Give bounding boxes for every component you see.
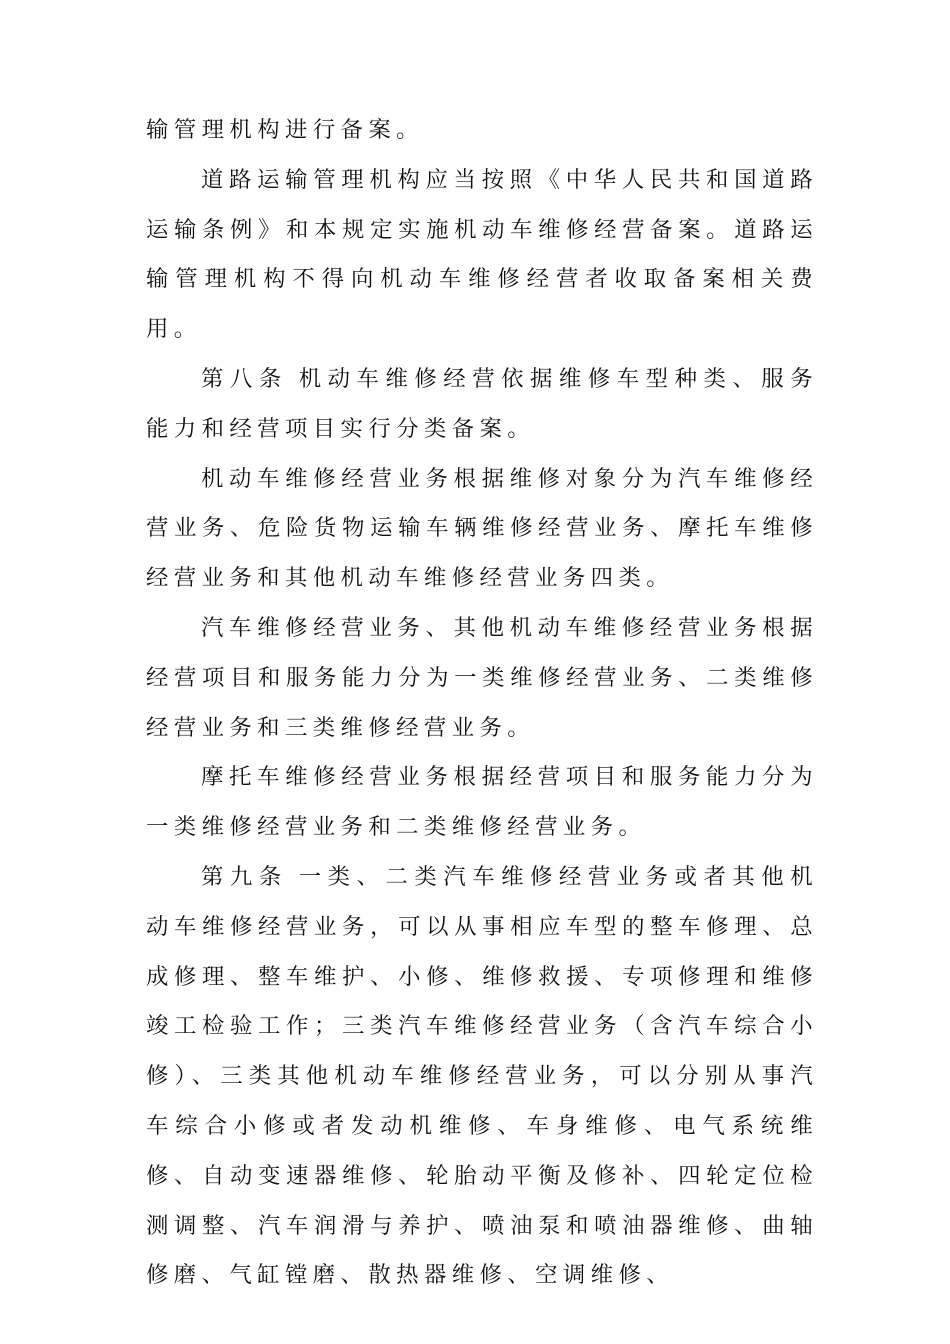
paragraph-text: 汽车维修经营业务、其他机动车维修经营业务根据经营项目和服务能力分为一类维修经营业务、二类维修经营业务和三类维修经营业务。 — [146, 614, 818, 741]
paragraph — [146, 753, 818, 853]
paragraph-text: 输管理机构进行备案。 — [146, 117, 424, 143]
paragraph-text: 一类、二类汽车维修经营业务或者其他机动车维修经营业务，可以从事相应车型的整车修理、总成修理、整车维护、小修、维修救援、专项修理和维修竣工检验工作；三类汽车维修经营业务（含汽车综合小修）、三类其他机动车维修经营业务，可以分别从事汽车综合小修或者发动机维修、车身维修、电气系统维修、自动变速器维修、轮胎动平衡及修补、四轮定位检测调整、汽车润滑与养护、喷油泵和喷油器维修、曲轴修磨、气缸镗磨、散热器维修、空调维修、 — [146, 863, 818, 1289]
article-number: 第九条 — [201, 863, 288, 890]
document-body — [146, 106, 818, 1301]
article-number: 第八条 — [201, 365, 288, 392]
paragraph-continued — [146, 106, 818, 156]
article-paragraph — [146, 853, 818, 1301]
paragraph-text: 机动车维修经营依据维修车型种类、服务能力和经营项目实行分类备案。 — [146, 365, 818, 442]
paragraph — [146, 156, 818, 355]
paragraph-text: 摩托车维修经营业务根据经营项目和服务能力分为一类维修经营业务和二类维修经营业务。 — [146, 764, 818, 841]
paragraph — [146, 604, 818, 753]
paragraph-text: 机动车维修经营业务根据维修对象分为汽车维修经营业务、危险货物运输车辆维修经营业务、摩托车维修经营业务和其他机动车维修经营业务四类。 — [146, 465, 818, 592]
paragraph-text: 道路运输管理机构应当按照《中华人民共和国道路运输条例》和本规定实施机动车维修经营备案。道路运输管理机构不得向机动车维修经营者收取备案相关费用。 — [146, 166, 818, 343]
paragraph — [146, 455, 818, 604]
article-paragraph — [146, 355, 818, 455]
